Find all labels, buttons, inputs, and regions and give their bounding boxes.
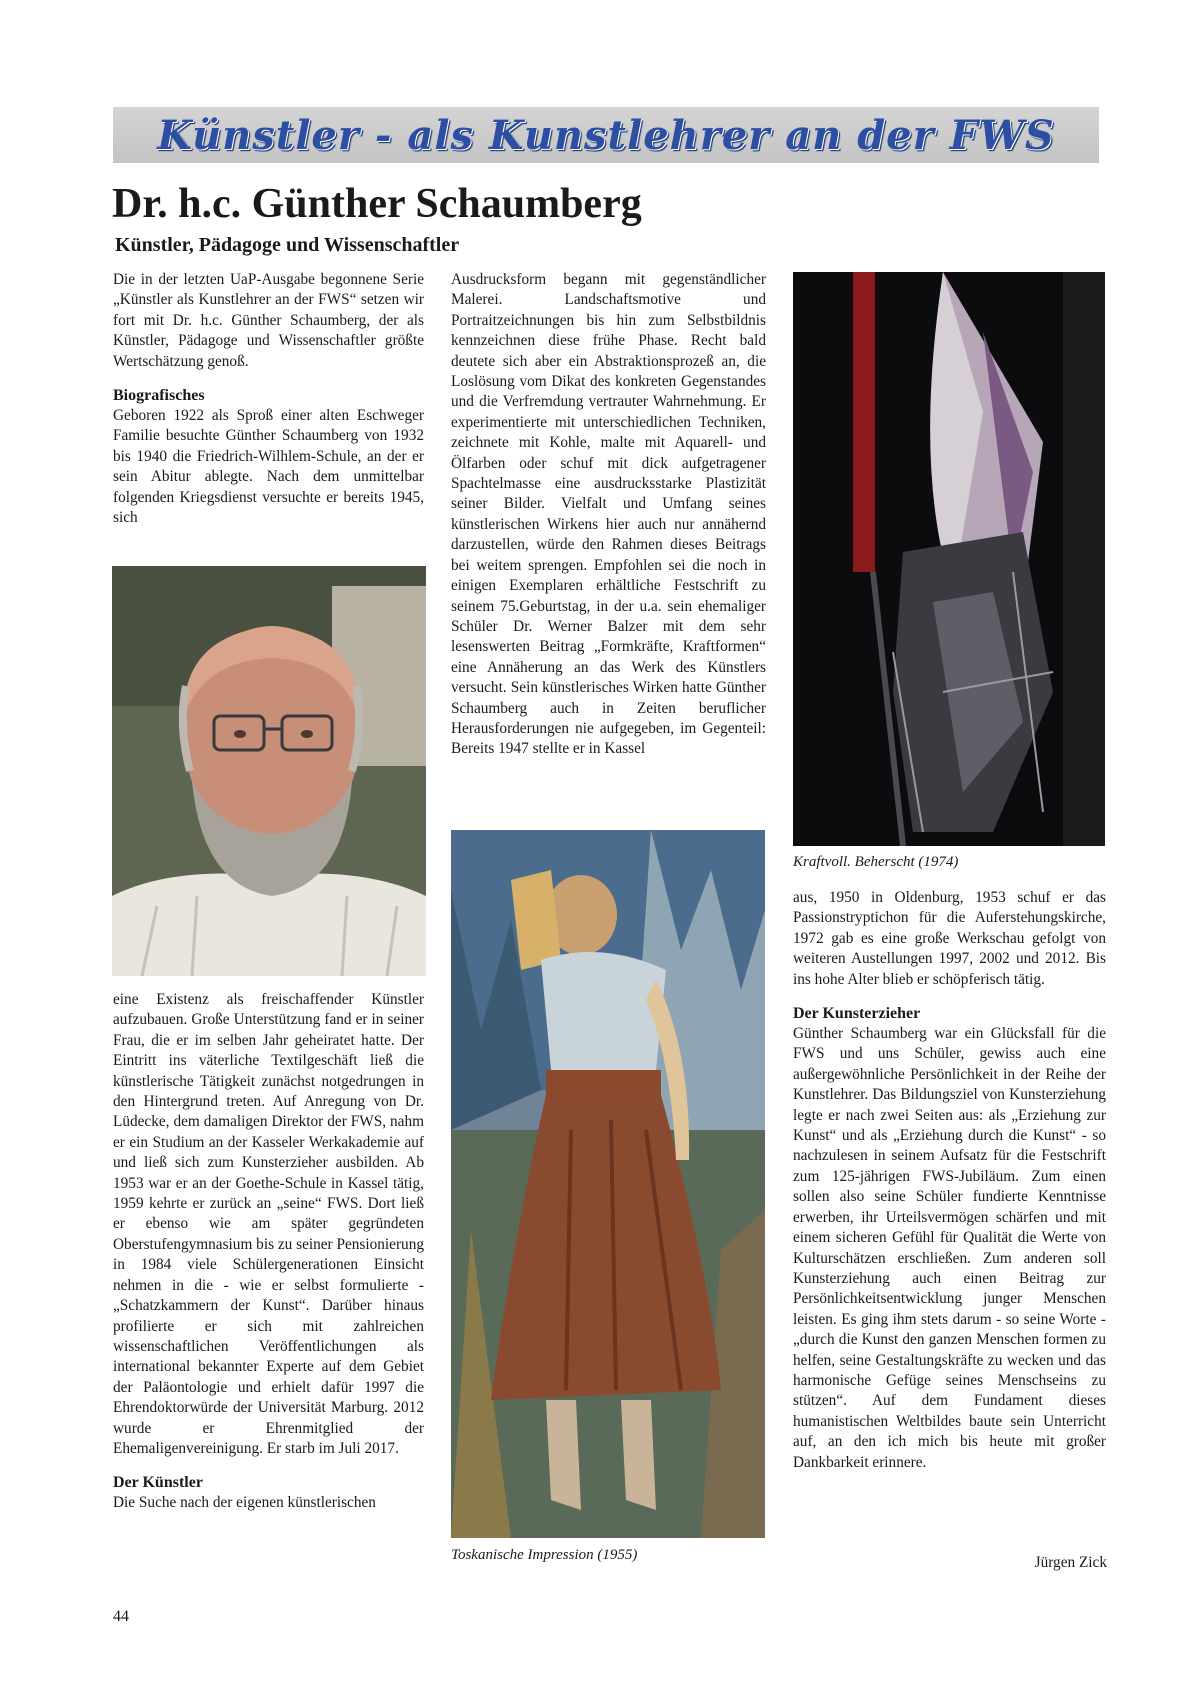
painting-kraftvoll-image <box>793 272 1105 846</box>
column-3 <box>793 888 1106 1473</box>
page-number: 44 <box>113 1608 129 1625</box>
banner-title: Künstler - als Kunstlehrer an der FWS <box>157 111 1055 159</box>
painting-toskanische-impression <box>451 830 765 1538</box>
kunsterzieher-paragraph: Günther Schaumberg war ein Glücksfall für die FWS und uns Schüler, gewiss auch eine außergewöhnliche Persönlichkeit in der Reihe der Kunstlehrer. Das Bildungsziel von Kunsterziehung legte er nach zwei Seiten aus: als „Erziehung zur Kunst“ und als „Erziehung durch die Kunst“ - so nachzulesen in seinem Aufsatz für die Festschrift zum 125-jährigen FWS-Jubiläum. Zum einen sollen also seine Schüler fundierte Kenntnisse erwerben, ihr Urteilsvermögen schärfen und mit einem sicheren Gefühl für Qualität die Werte von Kulturschätzen erschließen. Zum anderen soll Kunsterziehung auch einen Beitrag zur Persönlichkeitsentwicklung junger Menschen leisten. Es ging ihm stets darum - so seine Worte - „durch die Kunst den ganzen Menschen formen zu helfen, seine Gestaltungskräfte zu wecken und das harmonische Gefüge seines Menschseins zu stützen“. Auf dem Fundament dieses humanistischen Weltbildes baute sein Unterricht auf, an den ich mich bis heute mit großer Dankbarkeit erinnere. <box>793 1025 1106 1471</box>
artist-paragraph-start: Die Suche nach der eigenen künstlerischen <box>113 1494 376 1512</box>
intro-paragraph: Die in der letzten UaP-Ausgabe begonnene Serie „Künstler als Kunstlehrer an der FWS“ setzen wir fort mit Dr. h.c. Günther Schaumberg, der als Künstler, Pädagoge und Wissenschaftler größte Wertschätzung genoß. <box>113 271 424 370</box>
portrait-image <box>112 566 426 976</box>
painting-kraftvoll-beherscht <box>793 272 1105 846</box>
heading-der-kuenstler: Der Künstler <box>113 1474 203 1492</box>
painting-toskanische-image <box>451 830 765 1538</box>
article-subtitle: Künstler, Pädagoge und Wissenschaftler <box>115 234 460 256</box>
heading-der-kunsterzieher: Der Kunsterzieher <box>793 1005 921 1023</box>
author-signature: Jürgen Zick <box>1034 1554 1107 1571</box>
bio-paragraph-1: Geboren 1922 als Sproß einer alten Eschweger Familie besuchte Günther Schaumberg von 1932 bis 1940 die Friedrich-Wilhlem-Schule, an der er sein Abitur ablegte. Nach dem unmittelbar folgenden Kriegsdienst versuchte er bereits 1945, sich <box>113 407 424 527</box>
bio-paragraph-2: eine Existenz als freischaffender Künstler aufzubauen. Große Unterstützung fand er in seiner Frau, die er im selben Jahr geheiratet hatte. Der Eintritt ins väterliche Textilgeschäft ließ die künstlerische Tätigkeit zunächst notgedrungen in den Hintergrund treten. Auf Anregung von Dr. Lüdecke, dem damaligen Direktor der FWS, nahm er ein Studium an der Kasseler Werkakademie auf und ließ sich zum Kunsterzieher ausbilden. Ab 1953 war er an der Goethe-Schule in Kassel tätig, 1959 kehrte er zurück an „seine“ FWS. Dort ließ er ebenso wie am später gegründeten Oberstufengymnasium bis zu seiner Pensionierung in 1984 viele Schülergenerationen Einsicht nehmen in die - wie er selbst formulierte - „Schatzkammern der Kunst“. Darüber hinaus profilierte er sich mit zahlreichen wissenschaftlichen Veröffentlichungen als international bekannter Experte auf dem Gebiet der Paläontologie und erhielt dafür 1997 die Ehrendoktorwürde der Universität Marburg. 2012 wurde er Ehrenmitglied der Ehemaligenvereinigung. Er starb im Juli 2017. <box>113 991 424 1457</box>
section-banner <box>113 107 1099 163</box>
column-2-top <box>451 270 766 760</box>
caption-toskanische: Toskanische Impression (1955) <box>451 1547 638 1563</box>
article-title: Dr. h.c. Günther Schaumberg <box>112 181 642 227</box>
caption-kraftvoll: Kraftvoll. Beherscht (1974) <box>793 854 959 870</box>
column-1-top <box>113 270 424 528</box>
column-1-bottom <box>113 990 424 1514</box>
exhibitions-paragraph: aus, 1950 in Oldenburg, 1953 schuf er das Passionstryptichon für die Auferstehungskirche, 1972 gab es eine große Werkschau gefolgt von weiteren Austellungen 1997, 2002 und 2012. Bis ins hohe Alter blieb er schöpferisch tätig. <box>793 889 1106 988</box>
artist-paragraph-continued: Ausdrucksform begann mit gegenständlicher Malerei. Landschaftsmotive und Portraitzeichnungen bis hin zum Selbstbildnis kennzeichnen diese frühe Phase. Recht bald deutete sich aber ein Abstraktionsprozeß an, die Loslösung vom Dikat des konkreten Gegenstandes und die Verfremdung vertrauter Wahrnehmung. Er experimentierte mit unterschiedlichen Techniken, zeichnete mit Kohle, malte mit Aquarell- und Ölfarben oder schuf mit dick aufgetragener Spachtelmasse eine ausdrucksstarke Plastizität seiner Bilder. Vielfalt und Umfang seines künstlerischen Wirkens hier auch nur annähernd darzustellen, würde den Rahmen dieses Beitrags bei weitem sprengen. Empfohlen sei die noch in einigen Exemplaren erhältliche Festschrift zu seinem 75.Geburtstag, in der u.a. sein ehemaliger Schüler Dr. Werner Balzer mit dem sehr lesenswerten Beitrag „Formkräfte, Kraftformen“ eine Annäherung an das Werk des Künstlers versucht. Sein künstlerisches Wirken hatte Günther Schaumberg auch in Zeiten beruflicher Herausforderungen nie aufgegeben, im Gegenteil: Bereits 1947 stellte er in Kassel <box>451 271 766 758</box>
heading-biografisches: Biografisches <box>113 387 205 405</box>
portrait-photo <box>112 566 426 976</box>
